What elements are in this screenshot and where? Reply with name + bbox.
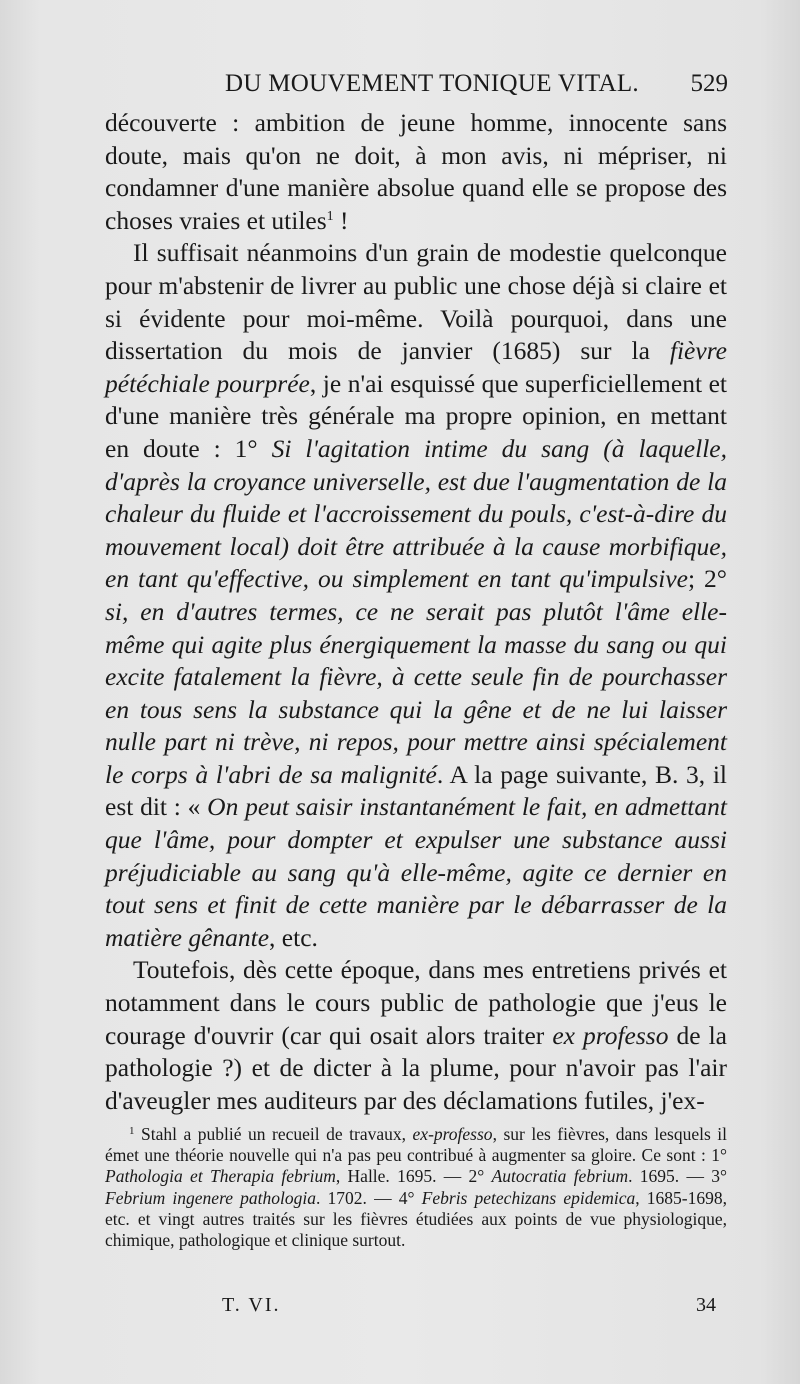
footnote-italic-3: Autocratia febrium xyxy=(491,1166,629,1187)
footnote-italic-5: Febris petechizans epidemica xyxy=(421,1187,636,1208)
signature-number: 34 xyxy=(696,1294,716,1316)
body-text xyxy=(105,107,727,1117)
signature-mark: T. VI. xyxy=(222,1294,281,1316)
footnote-text-1: Stahl a publié un recueil de travaux, xyxy=(134,1124,413,1144)
paragraph-1-text: découverte : ambition de jeune homme, innocente sans doute, mais qu'on ne doit, à mon avis, ni mépriser, ni condamner d'une manière absolue quand elle se propose des choses vraies et utiles xyxy=(105,108,727,235)
footnote-1 xyxy=(105,1124,727,1251)
paragraph-2-text-1: Il suffisait néanmoins d'un grain de modestie quelconque pour m'abstenir de livrer au public une chose déjà si claire et si évidente pour moi-même. Voilà pourquoi, dans une dissertation du mois de janvier (1685) sur la xyxy=(105,238,727,366)
running-title: DU MOUVEMENT TONIQUE VITAL. xyxy=(225,70,639,97)
footnote-marker: 1 xyxy=(129,1125,135,1137)
footnote-text-2: , sur les fièvres, dans lesquels il émet une théorie nouvelle qui n'a pas peu contribué à augmenter sa gloire. Ce sont : 1° xyxy=(105,1124,727,1166)
footnote-italic-2: Pathologia et Therapia febrium xyxy=(105,1166,336,1187)
footnotes xyxy=(105,1124,727,1251)
paragraph-2 xyxy=(105,237,727,954)
paragraph-2-text-5: , etc. xyxy=(269,922,318,952)
footnote-reference: 1 xyxy=(326,208,334,224)
footnote-text-3: , Halle. 1695. — 2° xyxy=(335,1166,492,1187)
paragraph-3-text-2: de la pathologie ?) et de dicter à la plume, pour n'avoir pas l'air d'aveugler mes auditeurs par des déclamations futiles, j'ex- xyxy=(105,1020,727,1115)
page-number: 529 xyxy=(690,70,728,97)
paragraph-2-text-4: . A la page suivante, B. 3, il est dit : « xyxy=(105,759,727,822)
footnote-text-4: . 1695. — 3° xyxy=(628,1166,727,1187)
paragraph-2-italic-4: On peut saisir instantanément le fait, en admettant que l'âme, pour dompter et expulser une substance aussi préjudiciable au sang qu'à elle-même, agite ce dernier en tout sens et finit de cette manière par le débarrasser de la matière gênante xyxy=(105,792,727,952)
paragraph-2-text-3: ; 2° xyxy=(687,564,727,594)
paragraph-3 xyxy=(105,954,727,1117)
footnote-italic-1: ex-professo xyxy=(412,1124,493,1144)
footnote-text-6: , 1685-1698, etc. et vingt autres traités sur les fièvres étudiées aux points de vue physiologique, chimique, pathologique et clinique surtout. xyxy=(105,1187,727,1251)
paragraph-2-italic-2: Si l'agitation intime du sang (à laquelle, d'après la croyance universelle, est due l'augmentation de la chaleur du fluide et l'accroissement du pouls, c'est-à-dire du mouvement local) doit être attribuée à la cause morbifique, en tant qu'effective, ou simplement en tant qu'impulsive xyxy=(105,433,727,594)
footnote-italic-4: Febrium ingenere pathologia xyxy=(105,1187,317,1208)
paragraph-2-italic-1: fièvre pétéchiale pourprée xyxy=(105,336,727,398)
paragraph-2-italic-3: si, en d'autres termes, ce ne serait pas plutôt l'âme elle-même qui agite plus énergiquement la masse du sang ou qui excite fatalement la fièvre, à cette seule fin de pourchasser en tous sens la substance qui la gêne et de ne lui laisser nulle part ni trève, ni repos, pour mettre ainsi spécialement le corps à l'abri de sa malignité xyxy=(105,596,727,789)
paragraph-2-text-2: , je n'ai esquissé que superficiellement et d'une manière très générale ma propre opinion, en mettant en doute : 1° xyxy=(105,368,728,463)
paragraph-3-italic-1: ex professo xyxy=(552,1020,669,1050)
footnote-text-5: . 1702. — 4° xyxy=(316,1187,422,1208)
paragraph-3-text-1: Toutefois, dès cette époque, dans mes entretiens privés et notamment dans le cours public de pathologie que j'eus le courage d'ouvrir (car qui osait alors traiter xyxy=(105,955,727,1050)
running-head xyxy=(105,70,728,106)
paragraph-1 xyxy=(105,107,727,237)
paragraph-1-end: ! xyxy=(333,205,349,235)
